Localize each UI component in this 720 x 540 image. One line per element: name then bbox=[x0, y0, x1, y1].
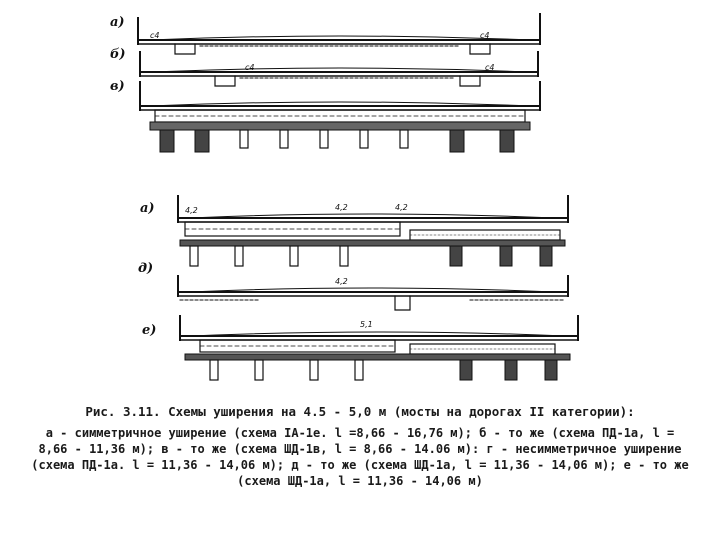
top-dim-3: с4 bbox=[245, 63, 255, 72]
top-scheme-c bbox=[140, 82, 540, 152]
bottom-dim-5: 5,1 bbox=[360, 320, 373, 329]
bottom-label-a: а) bbox=[140, 201, 155, 216]
top-label-a: а) bbox=[110, 15, 125, 30]
bottom-dim-2: 4,2 bbox=[335, 203, 348, 212]
top-scheme-b bbox=[140, 52, 538, 86]
bottom-label-d: д) bbox=[138, 261, 154, 276]
figure-caption bbox=[28, 404, 692, 489]
top-dim-4: с4 bbox=[485, 63, 495, 72]
bottom-label-e: е) bbox=[142, 323, 157, 338]
bottom-scheme-d bbox=[178, 276, 568, 310]
bottom-scheme-a bbox=[178, 196, 568, 266]
top-dim-1: с4 bbox=[150, 31, 160, 40]
caption-body: а - симметричное уширение (схема IA-1е. l =8,66 - 16,76 м); б - то же (схема ПД-1а, l = 8,66 - 11,36 м); в - то же (схема ШД-1в, l = 8,66 - 14.06 м): г - несимметричное уширение (схема ПД-1а. l = 11,36 - 14,06 м); д - то же (схема ШД-1а, l = 11,36 - 14,06 м); е - то же (схема ШД-1а, l = 11,36 - 14,06 м) bbox=[31, 426, 689, 488]
bottom-scheme-group bbox=[178, 196, 578, 380]
caption-title: Рис. 3.11. Схемы уширения на 4.5 - 5,0 м (мосты на дорогах II категории): bbox=[85, 404, 635, 419]
top-label-c: в) bbox=[110, 79, 125, 94]
top-label-b: б) bbox=[110, 47, 126, 62]
bottom-dim-3: 4,2 bbox=[395, 203, 408, 212]
top-dim-2: с4 bbox=[480, 31, 490, 40]
bottom-dim-1: 4,2 bbox=[185, 206, 198, 215]
bottom-scheme-e bbox=[180, 316, 578, 380]
bottom-dim-4: 4,2 bbox=[335, 277, 348, 286]
